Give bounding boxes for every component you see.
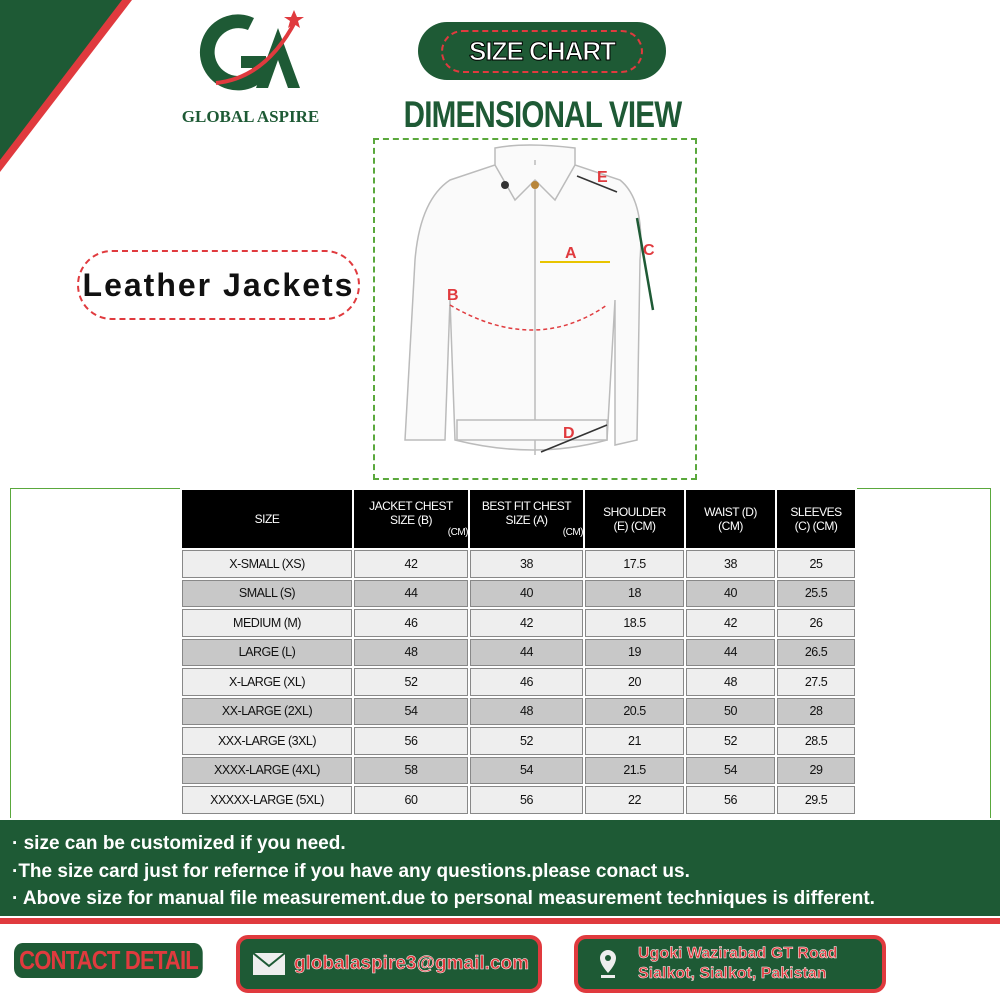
table-cell: XX-LARGE (2XL) [182, 698, 352, 726]
table-cell: 42 [354, 550, 468, 578]
table-cell: X-SMALL (XS) [182, 550, 352, 578]
table-cell: LARGE (L) [182, 639, 352, 667]
column-header: SHOULDER (E) (CM) [585, 490, 684, 548]
table-cell: 29 [777, 757, 855, 785]
table-cell: 44 [470, 639, 583, 667]
address-line: Sialkot, Sialkot, Pakistan [638, 965, 827, 982]
table-cell: XXX-LARGE (3XL) [182, 727, 352, 755]
table-cell: 46 [354, 609, 468, 637]
table-cell: 56 [354, 727, 468, 755]
label-c: C [643, 242, 655, 259]
table-cell: 52 [470, 727, 583, 755]
table-cell: XXXX-LARGE (4XL) [182, 757, 352, 785]
address-line: Ugoki Wazirabad GT Road [638, 945, 838, 962]
note: · size can be customized if you need. [12, 833, 346, 854]
table-cell: 48 [354, 639, 468, 667]
email-text[interactable]: globalaspire3@gmail.com [294, 953, 529, 974]
brand-name: GLOBAL ASPIRE [181, 107, 320, 126]
header-row [182, 490, 855, 548]
table-cell: 21 [585, 727, 684, 755]
table-cell: 38 [470, 550, 583, 578]
table-cell: 56 [470, 786, 583, 814]
table-cell: 21.5 [585, 757, 684, 785]
table-cell: 28 [777, 698, 855, 726]
dimensional-view-title: DIMENSIONAL VIEW [403, 94, 682, 135]
table-cell: 56 [686, 786, 775, 814]
mail-icon [252, 952, 286, 976]
table-cell: 26 [777, 609, 855, 637]
jacket-diagram [373, 138, 697, 480]
table-row [182, 639, 855, 667]
table-cell: 40 [686, 580, 775, 608]
divider [0, 918, 1000, 924]
table-cell: 40 [470, 580, 583, 608]
table-row [182, 580, 855, 608]
table-cell: 52 [354, 668, 468, 696]
label-a: A [565, 245, 577, 262]
table-cell: SMALL (S) [182, 580, 352, 608]
table-cell: 48 [686, 668, 775, 696]
table-cell: 25 [777, 550, 855, 578]
divider [990, 488, 991, 818]
table-cell: 18.5 [585, 609, 684, 637]
table-row [182, 609, 855, 637]
jacket-illustration [375, 140, 695, 478]
table-cell: 29.5 [777, 786, 855, 814]
email-box[interactable] [236, 935, 542, 993]
size-chart-title: SIZE CHART [441, 30, 643, 73]
column-header: SLEEVES (C) (CM) [777, 490, 855, 548]
column-header: WAIST (D) (CM) [686, 490, 775, 548]
table-row [182, 786, 855, 814]
note: · Above size for manual file measurement.due to personal measurement techniques is different. [12, 888, 875, 909]
address-box [574, 935, 886, 993]
table-cell: 52 [686, 727, 775, 755]
table-cell: 42 [470, 609, 583, 637]
table-cell: 19 [585, 639, 684, 667]
table-cell: 44 [354, 580, 468, 608]
table-cell: 28.5 [777, 727, 855, 755]
table-cell: 22 [585, 786, 684, 814]
table-cell: 54 [354, 698, 468, 726]
table-cell: 17.5 [585, 550, 684, 578]
table-cell: X-LARGE (XL) [182, 668, 352, 696]
table-cell: 54 [470, 757, 583, 785]
table-row [182, 550, 855, 578]
table-row [182, 668, 855, 696]
contact-title: CONTACT DETAIL [14, 943, 203, 978]
table-cell: MEDIUM (M) [182, 609, 352, 637]
divider [10, 488, 11, 818]
logo-mark-icon [196, 8, 306, 100]
column-header: JACKET CHEST SIZE (B) (CM) [354, 490, 468, 548]
location-pin-icon [598, 949, 618, 979]
table-cell: 20.5 [585, 698, 684, 726]
table-row [182, 727, 855, 755]
column-header: BEST FIT CHEST SIZE (A) (CM) [470, 490, 583, 548]
table-cell: 38 [686, 550, 775, 578]
table-cell: 20 [585, 668, 684, 696]
table-cell: 50 [686, 698, 775, 726]
divider [855, 488, 990, 489]
table-cell: 18 [585, 580, 684, 608]
table-cell: 54 [686, 757, 775, 785]
column-header: SIZE [182, 490, 352, 548]
product-title: Leather Jackets [77, 250, 360, 320]
table-cell: 60 [354, 786, 468, 814]
label-e: E [597, 169, 608, 186]
size-chart-badge [418, 22, 666, 80]
table-cell: 46 [470, 668, 583, 696]
label-d: D [563, 425, 575, 442]
table-cell: XXXXX-LARGE (5XL) [182, 786, 352, 814]
table-cell: 26.5 [777, 639, 855, 667]
table-row [182, 698, 855, 726]
corner-decoration [0, 0, 140, 180]
divider [10, 488, 180, 489]
table-cell: 48 [470, 698, 583, 726]
table-cell: 42 [686, 609, 775, 637]
table-cell: 27.5 [777, 668, 855, 696]
logo [178, 8, 323, 127]
table-row [182, 757, 855, 785]
table-cell: 58 [354, 757, 468, 785]
table-cell: 25.5 [777, 580, 855, 608]
size-table [180, 488, 857, 816]
table-cell: 44 [686, 639, 775, 667]
label-b: B [447, 287, 459, 304]
notes-banner [0, 820, 1000, 916]
note: ·The size card just for refernce if you have any questions.please conact us. [12, 860, 690, 882]
